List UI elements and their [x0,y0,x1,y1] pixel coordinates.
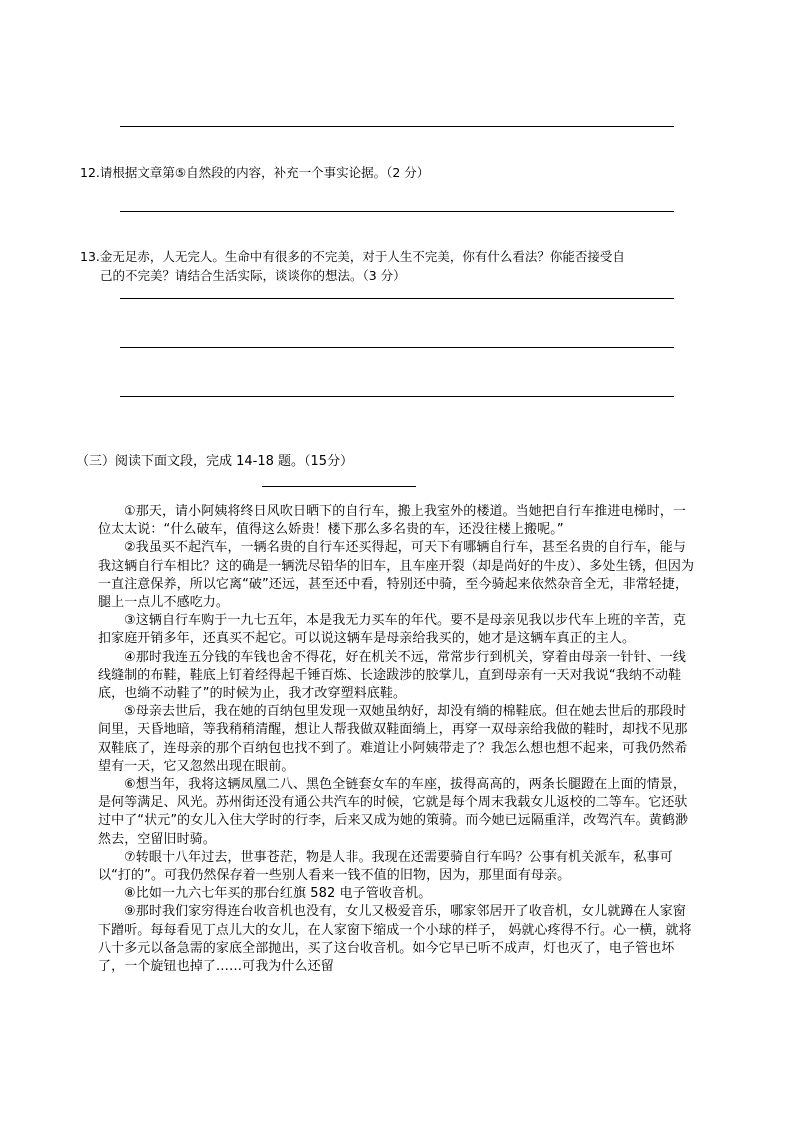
section-heading: （三）阅读下面文段，完成 14-18 题。（15分） [76,454,354,469]
reading-passage [98,503,698,976]
paragraph-7: ⑦转眼十八年过去，世事苍茫，物是人非。我现在还需要骑自行车吗？公事有机关派车，私事可以“打的”。可我仍然保存着一些别人看来一钱不值的旧物，因为，那里面有母亲。 [98,849,673,884]
paragraph-9: ⑨那时我们家穷得连台收音机也没有，女儿又极爱音乐，哪家邻居开了收音机，女儿就蹲在人家窗下蹭听。每每看见丁点儿大的女儿，在人家窗下缩成一个小球的样子， 妈就心疼得不行。心一横，就将八十多元以备急需的家底全部抛出，买了这台收音机。如今它早已听不成声，灯也灭了，电子管也坏了，一个旋钮也掉了……可我为什么还留 [98,904,692,975]
question-13 [80,247,700,285]
paragraph-1: ①那天，请小阿姨将终日风吹日晒下的自行车，搬上我室外的楼道。当她把自行车推进电梯时，一位太太说：“什么破车，值得这么娇贵！楼下那么多名贵的车，还没往楼上搬呢。” [98,504,686,538]
paragraph-5: ⑤母亲去世后，我在她的百纳包里发现一双她虽纳好，却没有绱的棉鞋底。但在她去世后的那段时间里，天昏地暗，等我稍稍清醒，想让人帮我做双鞋面绱上，再穿一双母亲给我做的鞋时，却找不见那双鞋底了，连母亲的那个百纳包也找不到了。难道让小阿姨带走了？我怎么想也想不起来，可我仍然希望有一天，它又忽然出现在眼前。 [98,704,688,774]
question-12-text: 12.请根据文章第⑤自然段的内容，补充一个事实论据。（2 分） [80,165,430,180]
title-rule [262,486,416,487]
paragraph-2: ②我虽买不起汽车，一辆名贵的自行车还买得起，可天下有哪辆自行车，甚至名贵的自行车，能与我这辆自行车相比？这的确是一辆洗尽铅华的旧车，且车座开裂（却是尚好的牛皮）、多处生锈，但因为一直注意保养，所以它离“破”还远，甚至还中看，特别还中骑，至今骑起来依然杂音全无，非常轻捷，腿上一点儿不感吃力。 [98,540,695,611]
paragraph-3: ③这辆自行车购于一九七五年，本是我无力买车的年代。要不是母亲见我以步代车上班的辛苦，克扣家庭开销多年，还真买不起它。可以说这辆车是母亲给我买的，她才是这辆车真正的主人。 [98,613,686,647]
question-12 [80,163,700,182]
paragraph-8: ⑧比如一九六七年买的那台红旗 582 电子管收音机。 [124,886,432,902]
paragraph-6: ⑥想当年，我将这辆凤凰二八、黑色全链套女车的车座，拔得高高的，两条长腿蹬在上面的情景，是何等满足、风光。苏州街还没有通公共汽车的时候，它就是每个周末我载女儿返校的二等车。它还驮过中了“状元”的女儿入住大学时的行李，后来又成为她的策骑。而今她已远隔重洋，改驾汽车。黄鹤渺然去，空留旧时骑。 [98,777,689,847]
answer-line[interactable] [120,347,674,348]
answer-line[interactable] [120,211,674,212]
paragraph-4: ④那时我连五分钱的车钱也舍不得花，好在机关不远，常常步行到机关，穿着由母亲一针针、一线线缝制的布鞋，鞋底上钉着经得起千锤百炼、长途跋涉的胶掌儿，直到母亲有一天对我说“我纳不动鞋底，也绱不动鞋了”的时候为止，我才改穿塑料底鞋。 [98,649,686,702]
answer-line[interactable] [120,396,674,397]
answer-line[interactable] [120,126,674,127]
answer-line[interactable] [120,298,674,299]
question-13-text-line2: 己的不完美？请结合生活实际，谈谈你的想法。（3 分） [100,268,406,283]
question-13-text-line1: 13.金无足赤，人无完人。生命中有很多的不完美，对于人生不完美，你有什么看法？你能否接受自 [80,249,625,264]
